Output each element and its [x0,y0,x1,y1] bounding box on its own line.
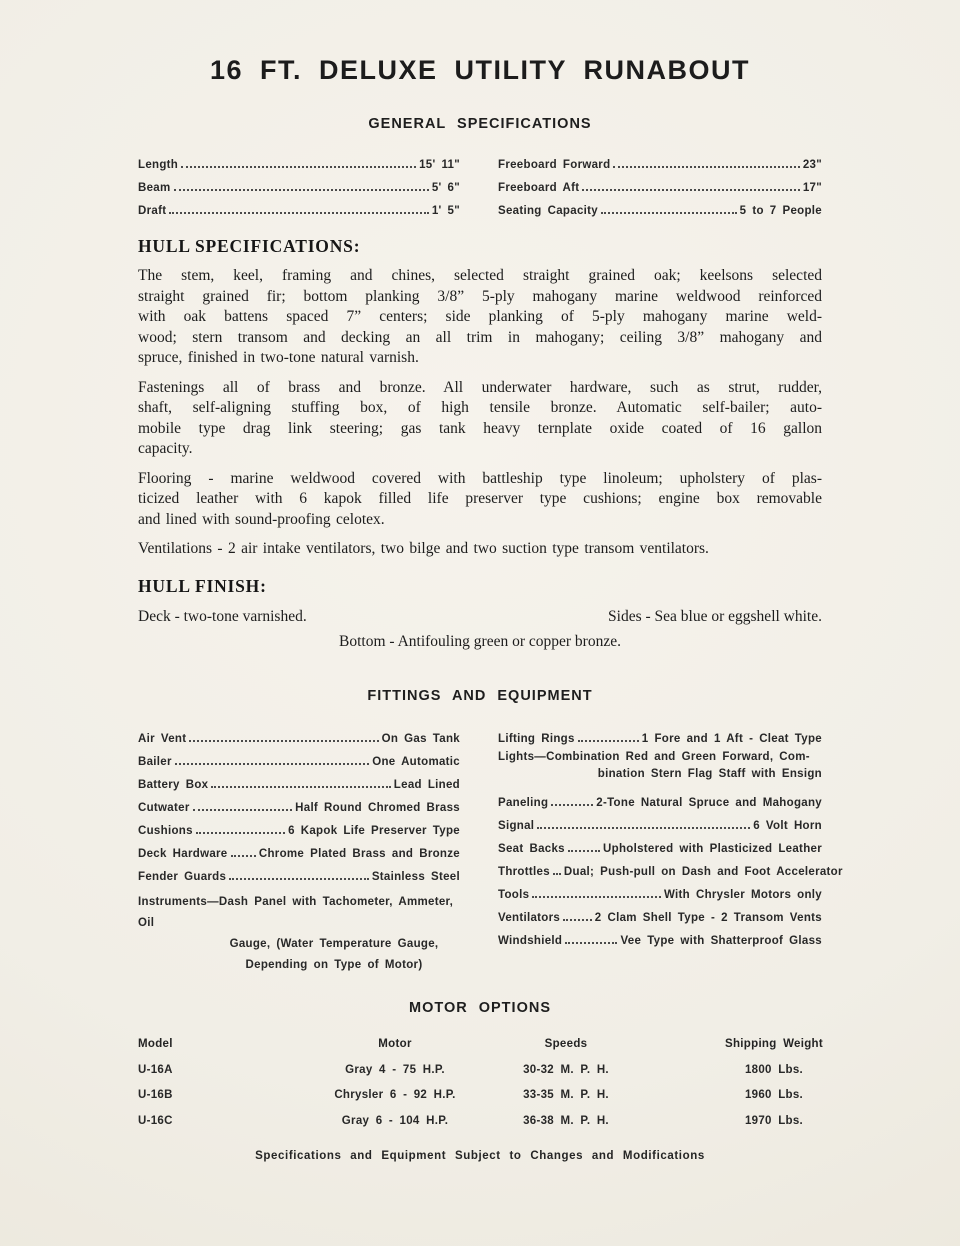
paragraph-line: straight grained fir; bottom planking 3/8” 5-ply mahogany marine weldwood reinforced [138,287,822,305]
hull-finish-deck: Deck - two-tone varnished. [138,608,307,625]
spec-row [498,171,822,194]
column-header-model: Model [138,1038,173,1050]
footer-disclaimer: Specifications and Equipment Subject to Changes and Modifications [255,1150,705,1162]
cell-motor: Gray 4 - 75 H.P. [345,1063,445,1076]
dotted-leader [551,804,593,806]
fitting-value: Stainless Steel [371,871,460,883]
cell-shipping-weight: 1970 Lbs. [744,1114,804,1127]
spec-label: Beam [138,182,171,194]
fitting-row [498,878,822,901]
hull-finish-bottom: Bottom - Antifouling green or copper bronze. [339,633,621,650]
fitting-label: Seat Backs [498,843,565,855]
spec-value: 15' 11" [419,159,460,171]
fitting-value: 1 Fore and 1 Aft - Cleat Type [641,733,822,745]
page-title: 16 FT. DELUXE UTILITY RUNABOUT [209,55,751,85]
dotted-leader [174,189,429,191]
fitting-row [498,901,822,924]
dotted-leader [196,832,285,834]
fitting-row [138,837,460,860]
fittings-left-column [138,722,460,976]
dotted-leader [613,166,799,168]
fitting-value: 2-Tone Natural Spruce and Mahogany [596,797,822,809]
fittings-right-column [498,722,843,947]
fitting-value: Lead Lined [393,779,460,791]
fittings-equipment-heading: FITTINGS AND EQUIPMENT [367,688,593,704]
fitting-label: Throttles [498,866,550,878]
paragraph-line: The stem, keel, framing and chines, selected straight grained oak; keelsons selected [138,267,822,284]
dotted-leader [578,740,639,742]
fitting-label: Signal [498,820,535,832]
spec-value: 1' 5" [431,205,460,217]
dotted-leader [175,763,369,765]
fitting-row [498,786,822,809]
dotted-leader [563,919,592,921]
dotted-leader [189,740,378,742]
paragraph-line: Ventilations - 2 air intake ventilators, two bilge and two suction type transom ventilators. [138,540,709,557]
fitting-label: Bailer [138,756,172,768]
spec-row [498,194,822,217]
cell-motor: Chrysler 6 - 92 H.P. [334,1089,456,1101]
hull-paragraph-1 [138,266,822,369]
fitting-row [138,768,460,791]
paragraph-line: Fastenings all of brass and bronze. All underwater hardware, such as strut, rudder, [138,378,822,396]
fitting-row [498,722,822,745]
hull-paragraph-2 [138,378,822,460]
spec-label: Freeboard Forward [498,159,611,171]
general-specs-left-column [138,148,460,217]
spec-value: 5 to 7 People [739,205,822,217]
motor-options-heading: MOTOR OPTIONS [409,1000,551,1016]
lights-line: Lights—Combination Red and Green Forward, Com- [498,751,810,763]
fitting-label: Windshield [498,935,563,947]
fitting-row [498,855,843,878]
fitting-row [498,809,822,832]
hull-specifications-section [138,236,822,560]
lights-line: bination Stern Flag Staff with Ensign [597,768,822,780]
hull-specifications-heading: HULL SPECIFICATIONS: [138,236,361,256]
fitting-value: Dual; Push-pull on Dash and Foot Accelerator [563,866,843,878]
instruments-note [138,892,460,976]
cell-model: U-16B [138,1089,173,1101]
hull-paragraph-3 [138,469,822,531]
fitting-value: 6 Kapok Life Preserver Type [288,825,460,837]
fitting-label: Tools [498,889,530,901]
column-header-motor: Motor [378,1038,412,1050]
spec-row [138,171,460,194]
fitting-row [498,924,822,947]
paragraph-line: capacity. [138,440,193,457]
cell-model: U-16A [138,1063,173,1076]
fitting-label: Cushions [138,825,193,837]
fitting-value: One Automatic [372,756,460,768]
fitting-value: Half Round Chromed Brass [295,802,460,814]
fittings-equipment-table [138,722,843,971]
hull-paragraph-4 [138,539,822,560]
dotted-leader [211,786,390,788]
fitting-label: Ventilators [498,912,561,924]
fitting-label: Deck Hardware [138,848,228,860]
hull-finish-row [138,608,822,626]
fitting-row [138,722,460,745]
motor-options-table [138,1038,822,1140]
paragraph-line: Flooring - marine weldwood covered with battleship type linoleum; upholstery of plas- [138,469,822,487]
spec-label: Freeboard Aft [498,182,580,194]
motor-table-row [138,1115,822,1141]
fitting-row [138,791,460,814]
fitting-label: Fender Guards [138,871,227,883]
fitting-value: Chrome Plated Brass and Bronze [258,848,460,860]
spec-label: Seating Capacity [498,205,598,217]
column-header-speeds: Speeds [544,1038,588,1050]
spec-row [498,148,822,171]
spec-row [138,148,460,171]
fitting-value: On Gas Tank [381,733,460,745]
column-header-shipping-weight: Shipping Weight [725,1038,823,1050]
general-specifications-heading: GENERAL SPECIFICATIONS [368,116,592,132]
fitting-value: 2 Clam Shell Type - 2 Transom Vents [594,912,822,924]
fitting-value: Vee Type with Shatterproof Glass [620,935,822,947]
instruments-line: Depending on Type of Motor) [245,959,423,971]
paragraph-line: mobile type drag link steering; gas tank heavy ternplate oxide coated of 16 gallon [138,419,822,437]
dotted-leader [582,189,799,191]
dotted-leader [565,942,617,944]
fitting-row [138,745,460,768]
fitting-label: Cutwater [138,802,190,814]
spec-label: Draft [138,205,167,217]
fitting-row [138,814,460,837]
cell-shipping-weight: 1800 Lbs. [744,1063,804,1076]
instruments-line: Instruments—Dash Panel with Tachometer, Ammeter, Oil [138,896,454,929]
instruments-line: Gauge, (Water Temperature Gauge, [229,938,439,950]
paragraph-line: spruce, finished in two-tone natural varnish. [138,349,419,366]
motor-table-header-row [138,1038,822,1064]
dotted-leader [193,809,293,811]
paragraph-line: with oak battens spaced 7” centers; side planking of 5-ply mahogany marine weld- [138,308,822,325]
motor-table-row [138,1064,822,1090]
cell-speeds: 30-32 M. P. H. [523,1063,609,1076]
spec-label: Length [138,159,179,171]
paragraph-line: ticized leather with 6 kapok filled life preserver type cushions; engine box removable [138,490,822,507]
fitting-label: Battery Box [138,779,209,791]
motor-table-row [138,1089,822,1115]
fitting-row [138,860,460,883]
dotted-leader [553,873,561,875]
paragraph-line: and lined with sound-proofing celotex. [138,510,385,528]
dotted-leader [181,166,416,168]
spec-value: 17" [802,182,822,194]
fitting-label: Air Vent [138,733,187,745]
fitting-value: 6 Volt Horn [753,820,822,832]
lights-entry [498,749,822,783]
dotted-leader [229,878,369,880]
hull-finish-section [138,576,822,651]
dotted-leader [568,850,600,852]
spec-row [138,194,460,217]
spec-value: 23" [802,159,822,171]
cell-motor: Gray 6 - 104 H.P. [341,1114,449,1127]
cell-speeds: 36-38 M. P. H. [523,1114,609,1127]
dotted-leader [537,827,750,829]
general-specifications-table [138,148,822,220]
fitting-row [498,832,822,855]
dotted-leader [601,212,737,214]
fitting-value: With Chrysler Motors only [663,889,822,901]
fitting-label: Paneling [498,797,549,809]
cell-shipping-weight: 1960 Lbs. [744,1089,804,1101]
hull-finish-sides: Sides - Sea blue or eggshell white. [608,608,822,625]
hull-finish-heading: HULL FINISH: [138,576,267,596]
general-specs-right-column [498,148,822,217]
paragraph-line: shaft, self-aligning stuffing box, of high tensile bronze. Automatic self-bailer; auto- [138,399,822,416]
dotted-leader [231,855,256,857]
fitting-label: Lifting Rings [498,733,575,745]
cell-speeds: 33-35 M. P. H. [523,1089,609,1101]
cell-model: U-16C [138,1114,173,1127]
spec-value: 5' 6" [431,182,460,194]
dotted-leader [532,896,661,898]
dotted-leader [169,212,428,214]
fitting-value: Upholstered with Plasticized Leather [603,843,822,855]
paragraph-line: wood; stern transom and decking an all trim in mahogany; ceiling 3/8” mahogany and [138,328,822,346]
